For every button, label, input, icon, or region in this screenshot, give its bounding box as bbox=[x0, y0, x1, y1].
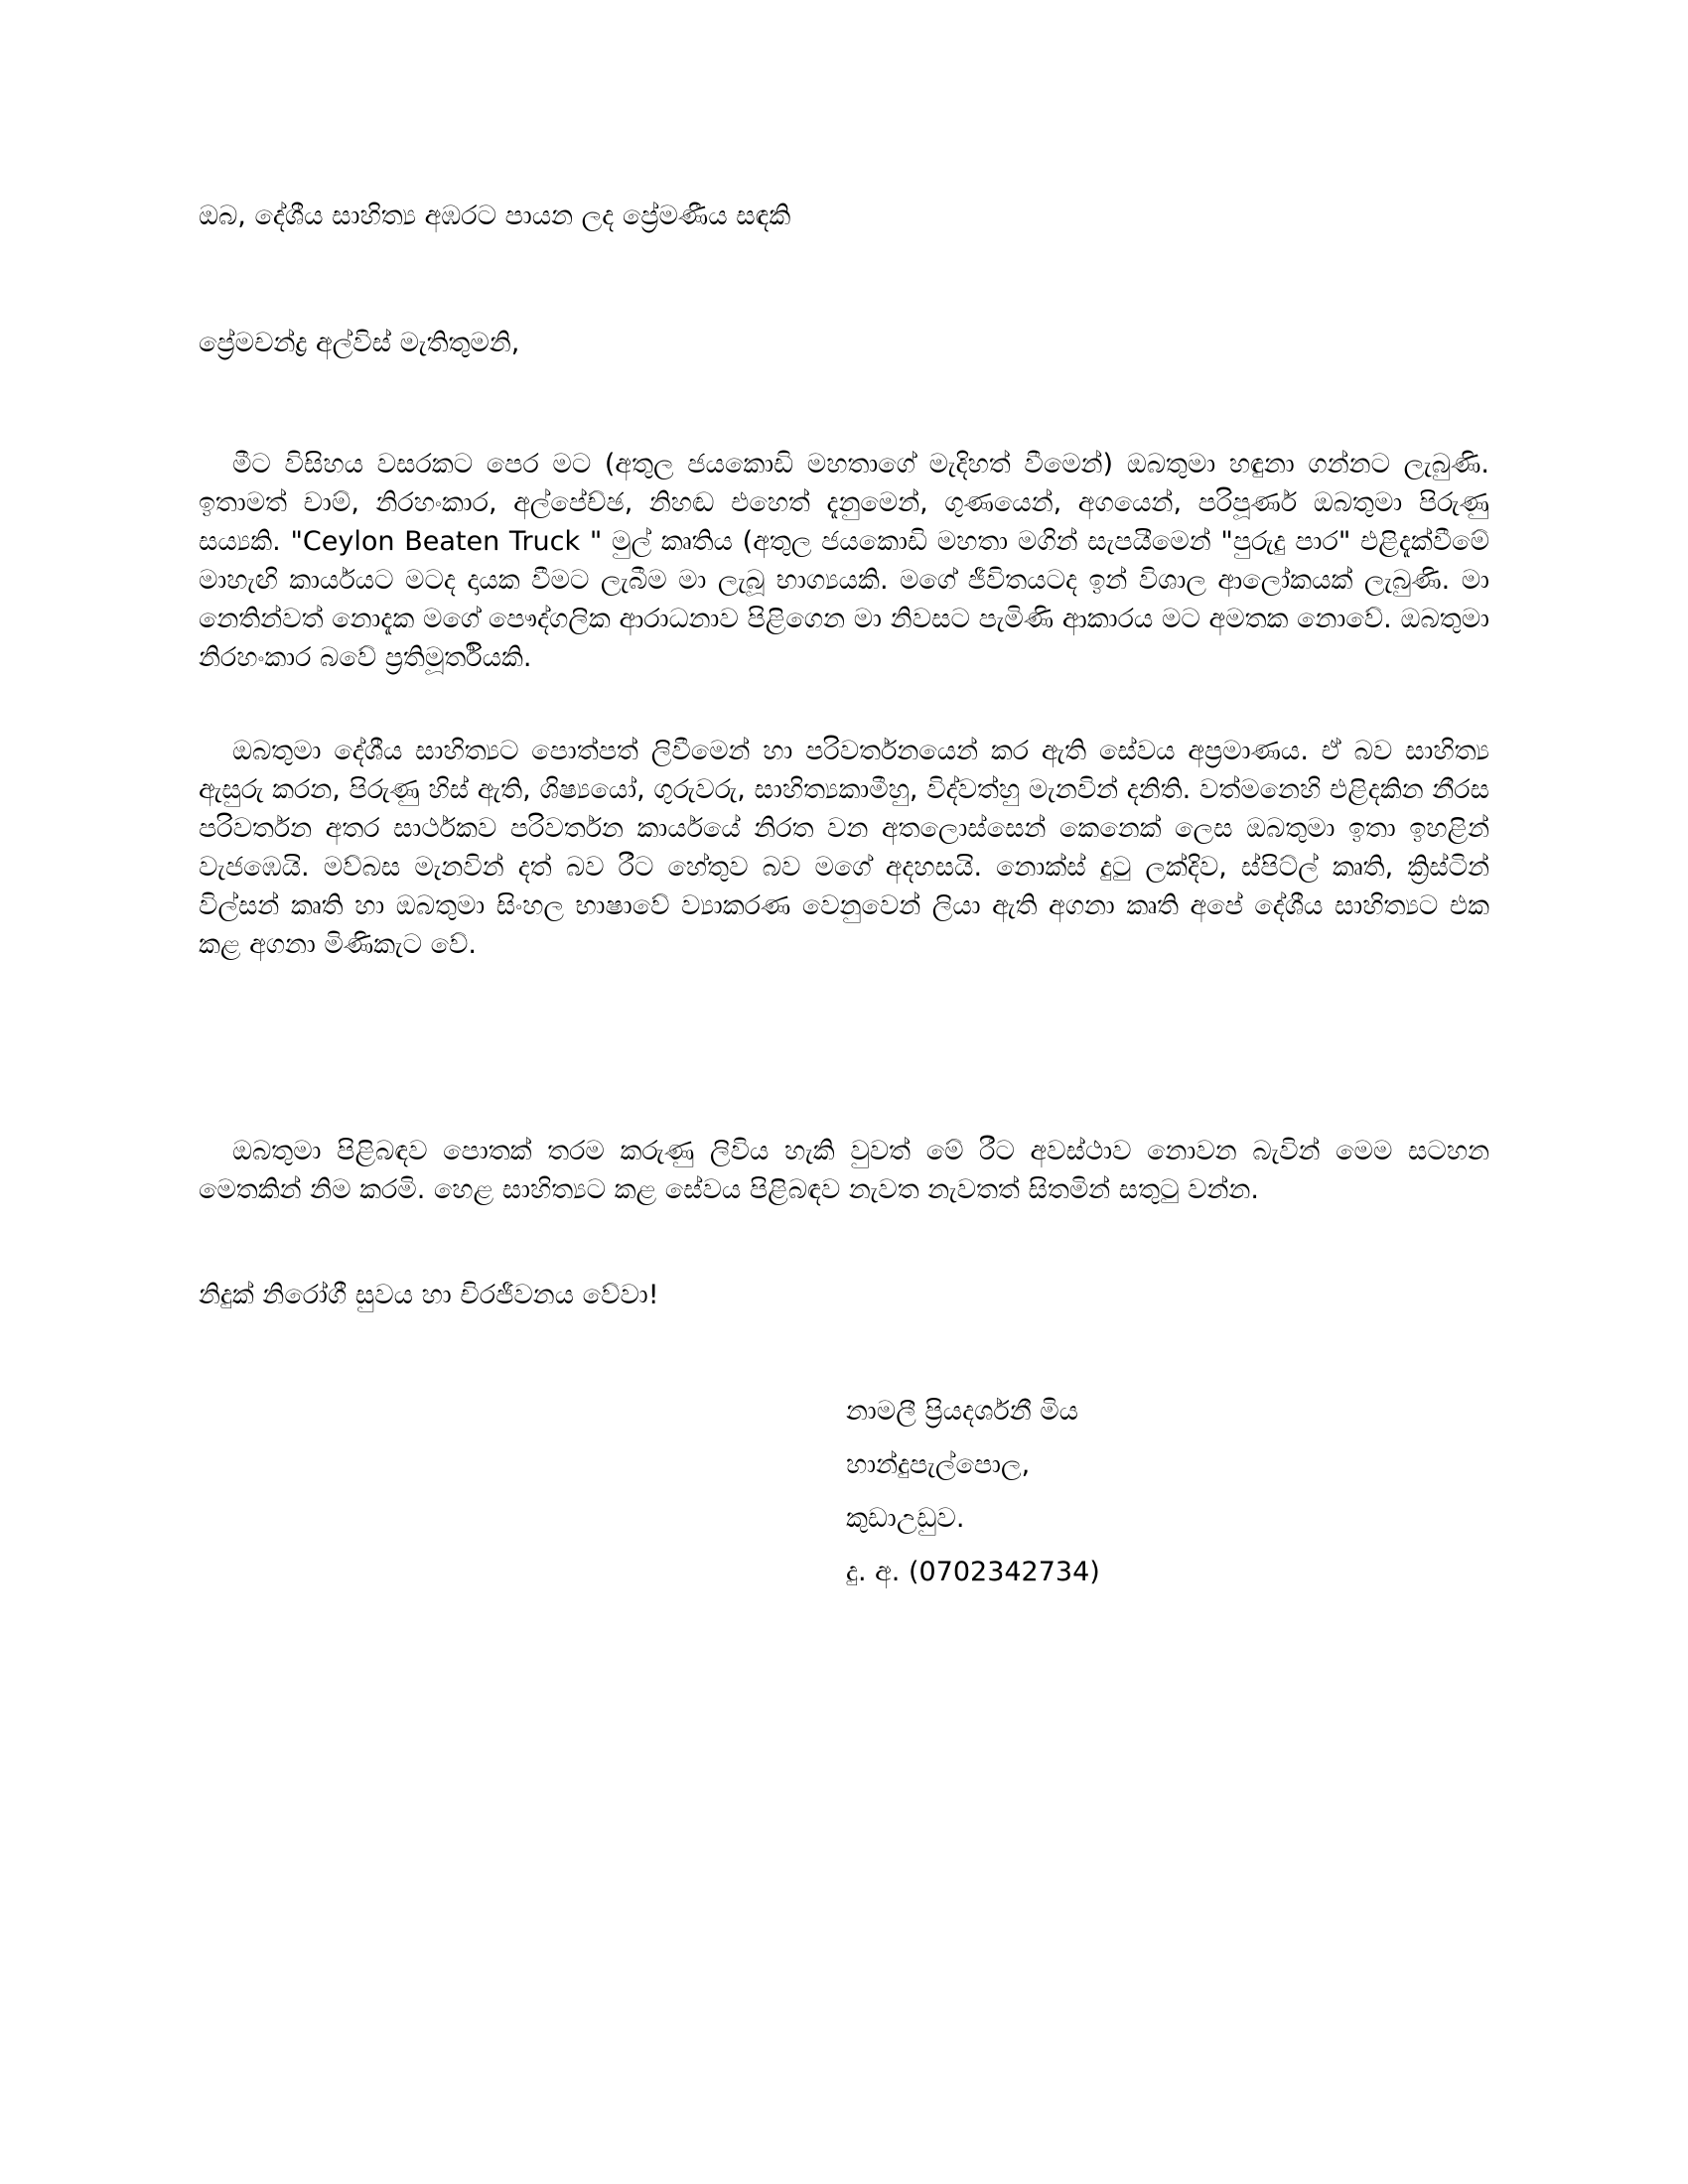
signature-phone: දු. අ. (0702342734) bbox=[846, 1557, 1100, 1587]
letter-paragraph-1: මීට විසිහය වසරකට පෙර මට (අතුල ජයකොඩි මහතාගේ මැදිහත් වීමෙන්) ඔබතුමා හඳුනා ගන්නට ලැබුණි. ඉතාමත් චාම්, නිරහංකාර, අල්පේච්ඡ, නිහඬ එහෙත් දැනුමෙන්, ගුණයෙන්, අගයෙන්, පරිපූර්ණ ඔබතුමා පිරුණු සය්‍යකි. "Ceylon Beaten Truck " මුල් කෘතිය (අතුල ජයකොඩි මහතා මගින් සැපයීමෙන් "පුරුදු පාර" එළිදැක්වීමේ මාහැඟි කාර්යයට මටද දායක වීමට ලැබීම මා ලැබූ භාග්‍යයකි. මගේ ජීවිතයටද ඉන් විශාල ආලෝකයක් ලැබුණි. මා නෙතින්වත් නොදැක මගේ පෞද්ගලික ආරාධනාව පිළිගෙන මා නිවසට පැමිණි ආකාරය මට අමතක නොවේ. ඔබතුමා නිරහංකාර බවේ ප්‍රතිමූර්තියකි. bbox=[199, 449, 1489, 673]
letter-paragraph-3: ඔබතුමා පිළිබඳව පොතක් තරම කරුණු ලිවිය හැකි වුවත් මේ රීට අවස්ථාව නොවන බැවින් මෙම සටහන මෙතකින් නිම කරමි. හෙළ සාහිත්‍යට කළ සේවය පිළිබඳව නැවත නැවතත් සිතමින් සතුටු වන්න. bbox=[199, 1136, 1489, 1205]
signature-address-line-2: කුඩාඋඩුව. bbox=[846, 1503, 965, 1534]
signature-block bbox=[846, 1392, 1481, 1606]
signature-name: නාමලී ප්‍රියදර්ශනී මිය bbox=[846, 1396, 1079, 1427]
letter-heading: ඔබ, දේශීය සාහිත්‍ය අඹරට පායන ලද ප්‍රේමණීය සඳකි bbox=[199, 201, 791, 231]
letter-salutation: ප්‍රේමචන්ද්‍ර අල්විස් මැතිතුමනි, bbox=[199, 328, 520, 358]
letter-closing: නිදුක් නිරෝගී සුවය හා චිරජීවනය වේවා! bbox=[199, 1280, 659, 1310]
letter-paragraph-2: ඔබතුමා දේශීය සාහිත්‍යට පොත්පත් ලිවීමෙන් හා පරිවර්තනයෙන් කර ඇති සේවය අප්‍රමාණය. ඒ බව සාහිත්‍ය ඇසුරු කරන, පිරුණු හිස් ඇති, ශිෂ්‍යයෝ, ගුරුවරු, සාහිත්‍යකාමීහු, විද්වත්හු මැනවින් දනිති. වත්මනෙහි එළිදකින නීරස පරිවර්තන අතර සාර්ථකව පරිවර්තන කාර්යයේ නිරත වන අතලොස්සෙන් කෙනෙක් ලෙස ඔබතුමා ඉතා ඉහළින් වැජඹෙයි. මව්බස මැනවින් දත් බව රීට හේතුව බව මගේ අදහසයි. නොක්ස් දුටු ලක්දිව, ස්පිට්ල් කෘති, ක්‍රිස්ටින් විල්සන් කෘති හා ඔබතුමා සිංහල භාෂාවේ ව්‍යාකරණ වෙනුවෙන් ලියා ඇති අගනා කෘති අපේ දේශීය සාහිත්‍යට එක කළ අගනා මිණිකැට වේ. bbox=[199, 736, 1489, 960]
signature-address-line-1: හාන්දුපැල්පොල, bbox=[846, 1449, 1031, 1480]
